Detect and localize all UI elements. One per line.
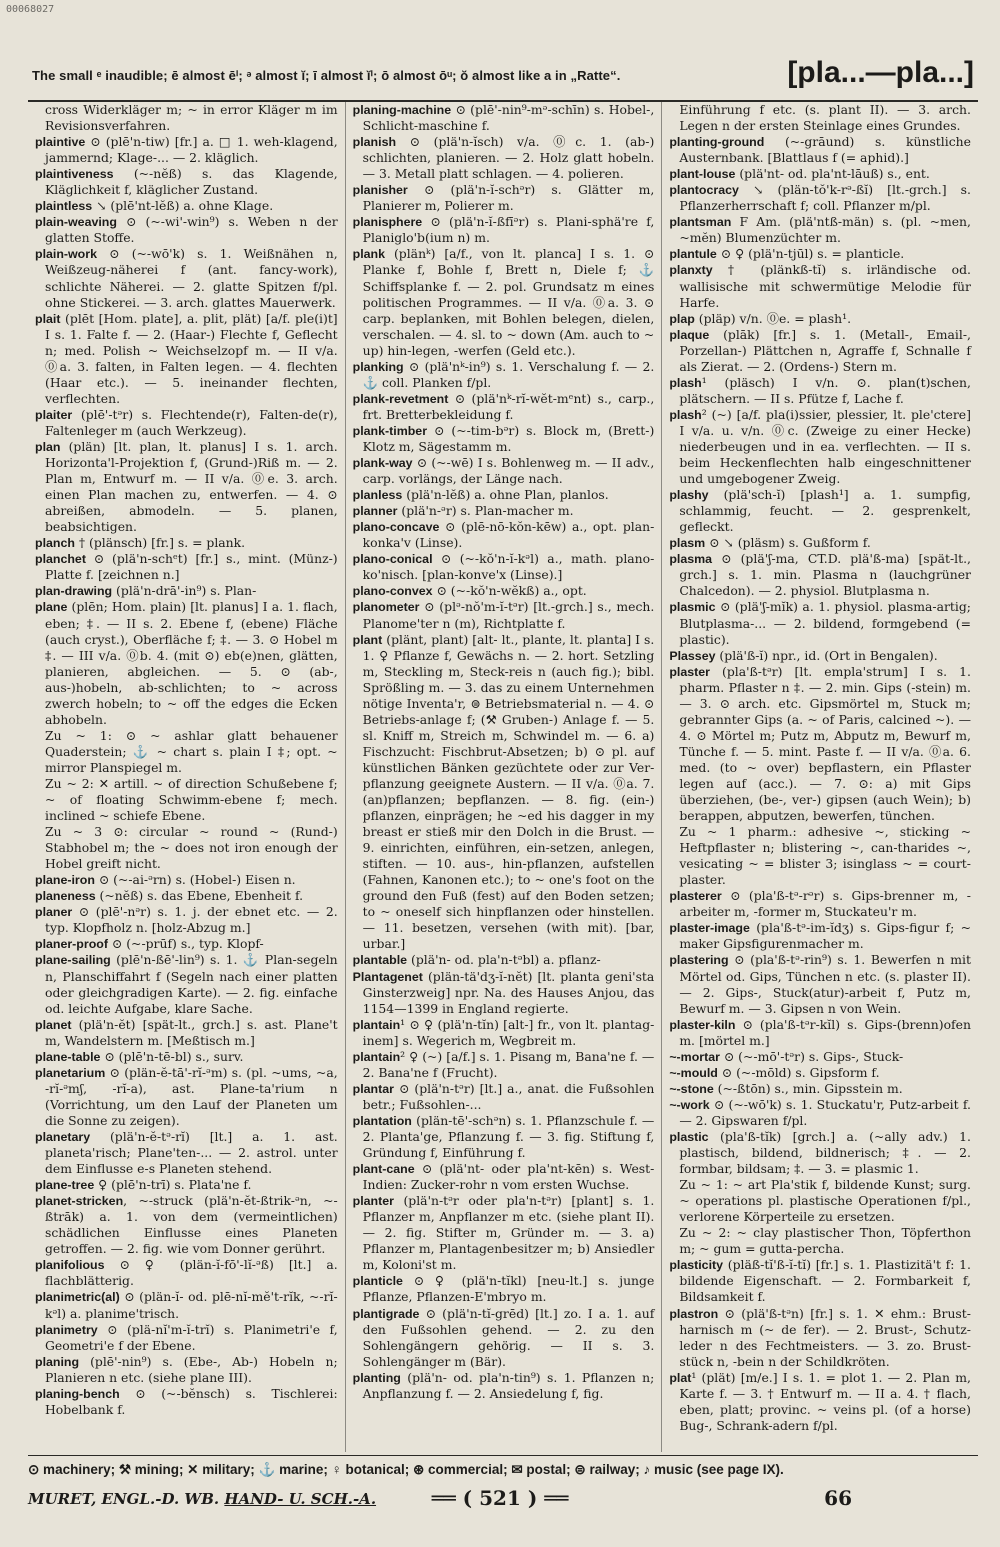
entry-definition: ↘ (plē'nt-lĕß) a. ohne Klage. bbox=[92, 198, 274, 214]
entry-headword: plan-drawing bbox=[35, 584, 113, 599]
dictionary-entry bbox=[35, 599, 338, 727]
entry-headword: plaster-kiln bbox=[669, 1017, 736, 1032]
entry-definition: (plē'-nin⁹) s. (Ebe-, Ab-) Hobeln n; Planieren n etc. (siehe plane III). bbox=[45, 1353, 338, 1385]
entry-definition: cross Widerkläger m; ~ in error Kläger m im Revisionsverfahren. bbox=[45, 102, 338, 134]
entry-definition: Zu ~ 1: ~ art Pla'stik f, bildende Kunst; surg. ~ operations pl. plastische Operationen f/pl., verlorene Körperteile zu ersetzen. bbox=[679, 1177, 971, 1225]
entry-headword: planking bbox=[352, 359, 404, 374]
entry-headword: Plantagenet bbox=[352, 969, 423, 984]
entry-definition: Zu ~ 3 ⊙: circular ~ round ~ (Rund-) Stabhobel m; the ~ does not iron enough der Hobel greift nicht. bbox=[45, 824, 338, 872]
entry-headword: plasterer bbox=[669, 889, 722, 904]
dictionary-entry bbox=[35, 1322, 338, 1354]
entry-headword: planimetry bbox=[35, 1322, 98, 1337]
entry-headword: ~-work bbox=[669, 1097, 710, 1112]
dictionary-entry bbox=[35, 535, 338, 551]
dictionary-entry bbox=[35, 1129, 338, 1177]
dictionary-entry bbox=[35, 936, 338, 952]
dictionary-entry bbox=[35, 728, 338, 776]
entry-definition: ⊙ (~-wi'-win⁹) s. Weben n der glatten Stoffe. bbox=[45, 214, 338, 246]
entry-headword: plaque bbox=[669, 327, 710, 342]
dictionary-entry bbox=[353, 599, 655, 631]
dictionary-entry bbox=[35, 198, 338, 214]
dictionary-entry bbox=[35, 583, 338, 599]
dictionary-entry bbox=[35, 1177, 338, 1193]
entry-definition: ⊙ ♀ (plän-ĭ-fō'-lĭ-ᵊß) [lt.] a. flachblätterig. bbox=[45, 1257, 338, 1289]
entry-definition: † (plänkß-tĭ) s. irländische od. wallisische mit schwermütige Melodie für Harfe. bbox=[679, 262, 971, 310]
dictionary-entry bbox=[35, 1354, 338, 1386]
dictionary-entry bbox=[669, 134, 971, 166]
dictionary-entry bbox=[35, 872, 338, 888]
entry-headword: plantain bbox=[352, 1049, 401, 1064]
entry-definition: Zu ~ 1: ⊙ ~ ashlar glatt behauener Quaderstein; ⚓ ~ chart s. plain I ‡; opt. ~ mirror Planspiegel m. bbox=[45, 727, 338, 775]
entry-definition: (plē'-tᵊr) s. Flechtende(r), Falten-de(r), Faltenleger m (auch Werkzeug). bbox=[45, 406, 338, 438]
entry-definition: ⊙ (plä'n-tᵊr) [lt.] a., anat. die Fußsohlen betr.; Fußsohlen-... bbox=[362, 1080, 655, 1112]
entry-definition: ⊙ (plä'n-ĭsch) v/a. ⓪c. 1. (ab-) schlichten, planieren. — 2. Holz glatt hobeln. — 3. Metall platt schlagen. — 4. polieren. bbox=[362, 134, 655, 182]
entry-headword: planner bbox=[352, 504, 398, 519]
entry-headword: plastron bbox=[669, 1306, 719, 1321]
entry-definition: ⊙ (plä'n-schᵉt) [fr.] s., mint. (Münz-) Platte f. [zeichnen n.] bbox=[45, 551, 338, 583]
entry-definition: (plän-tē'-schᵊn) s. 1. Pflanzschule f. — 2. Planta'ge, Pflanzung f. — 3. fig. Stiftung f, Gründung f, Einführung f. bbox=[362, 1112, 655, 1161]
entry-headword: planetarium bbox=[35, 1065, 106, 1080]
entry-definition: ⊙ (pla'ß-tᵊr-kĭl) s. Gips-(brenn)ofen m. [mörtel m.] bbox=[679, 1016, 971, 1048]
symbol-legend: ⊙ machinery; ⚒ mining; ✕ military; ⚓ marine; ♀ botanical; ⊛ commercial; ✉ postal; ⊜ railway; ♪ music (see page IX). bbox=[28, 1462, 784, 1477]
entry-definition: ² ♀ (~) [a/f.] s. 1. Pisang m, Bana'ne f. — 2. Bana'ne f (Frucht). bbox=[362, 1048, 655, 1080]
dictionary-entry bbox=[35, 246, 338, 310]
dictionary-entry bbox=[353, 632, 655, 953]
entry-headword: plantigrade bbox=[352, 1306, 420, 1321]
entry-headword: plano-concave bbox=[352, 520, 440, 535]
entry-headword: Plassey bbox=[669, 648, 716, 663]
dictionary-entry bbox=[353, 1049, 655, 1081]
entry-definition: (pla'ß-tĭk) [grch.] a. (~ally adv.) 1. plastisch, bildend, bildnerisch; ‡. — 2. formbar, bildsam; ‡. — 3. = plasmic 1. bbox=[679, 1129, 971, 1177]
entry-headword: plant-louse bbox=[669, 167, 736, 182]
dictionary-entry bbox=[669, 920, 971, 952]
entry-headword: planxty bbox=[669, 263, 713, 278]
page-header bbox=[28, 56, 978, 102]
entry-definition: , ~-struck (plä'n-ĕt-ßtrik-ᵊn, ~-ßtrāk) a. 1. von dem (vermeintlichen) schädlichen Einflusse eines Planeten getroffen. — 2. fig. wie vom Donner gerührt. bbox=[45, 1193, 338, 1257]
entry-headword: plash bbox=[669, 375, 702, 390]
entry-headword: plain-work bbox=[35, 247, 97, 262]
entry-definition: (plä'n- od. pla'n-tin⁹) s. 1. Pflanzen n; Anpflanzung f. — 2. Ansiedelung f, fig. bbox=[362, 1369, 655, 1401]
entry-headword: planing-machine bbox=[352, 103, 452, 117]
entry-headword: planet-stricken bbox=[35, 1194, 124, 1209]
entry-definition: (plē'n-ßē'-lin⁹) s. 1. ⚓ Plan-segeln n, Planschiffahrt f (Segeln nach einer platten oder gleichgradigen Karte). — 2. fig. einfache od. leichte Aufgabe, klare Sache. bbox=[45, 952, 338, 1016]
entry-definition: Zu ~ 2: ~ clay plastischer Thon, Töpferthon m; ~ gum = gutta-percha. bbox=[679, 1225, 971, 1257]
entry-headword: plantable bbox=[352, 953, 408, 968]
entry-headword: plasmic bbox=[669, 600, 716, 615]
dictionary-entry bbox=[353, 1161, 655, 1193]
entry-definition: ⊙ (pla'ß-tᵊ-rin⁹) s. 1. Bewerfen n mit Mörtel od. Gips, Tünchen n etc. (s. plaster II). — 2. Gips-, Stuck(atur)-arbeit f, Putz m, Bewurf m. — 3. Gipsen n von Wein. bbox=[679, 952, 971, 1016]
entry-definition: ⊙ (~-kŏ'n-wĕkß) a., opt. bbox=[432, 583, 587, 599]
entry-definition: ⊙ (plä'nt- oder pla'nt-kēn) s. West-Indien: Zucker-rohr n vom ersten Wuchse. bbox=[362, 1161, 655, 1193]
dictionary-entry bbox=[669, 1017, 971, 1049]
entry-definition: (~-grāund) s. künstliche Austernbank. [Blattlaus f (= aphid).] bbox=[679, 134, 971, 166]
dictionary-entry bbox=[353, 359, 655, 391]
entry-definition: ⊙ (plän-ĭ- od. plē-nĭ-mĕ't-rĭk, ~-rĭ-kᵊl) a. planime'trisch. bbox=[45, 1289, 338, 1321]
entry-definition: Einführung f etc. (s. plant II). — 3. arch. Legen n der ersten Steinlage eines Grundes. bbox=[679, 102, 971, 134]
entry-headword: plano-convex bbox=[352, 584, 433, 599]
dictionary-entry bbox=[669, 551, 971, 599]
entry-headword: planifolious bbox=[35, 1258, 105, 1273]
dictionary-entry bbox=[353, 214, 655, 246]
entry-headword: planet bbox=[35, 1017, 72, 1032]
entry-headword: plant bbox=[352, 632, 383, 647]
dictionary-entry bbox=[353, 583, 655, 599]
dictionary-entry bbox=[35, 952, 338, 1016]
entry-definition: ⊙ (plä'n-ĭ-schᵊr) s. Glätter m, Planierer m, Polierer m. bbox=[362, 182, 655, 214]
entry-definition: (plä'n-tᵊr oder pla'n-tᵊr) [plant] s. 1. Pflanzer m, Anpflanzer m etc. (siehe plant II). — 2. fig. Stifter m, Gründer m. — 3. a) Pflanzer m, Plantagenbesitzer m; b) Ansiedler m, Koloni'st m. bbox=[362, 1193, 655, 1273]
dictionary-entry bbox=[669, 1129, 971, 1177]
entry-headword: plasma bbox=[669, 552, 713, 567]
entry-definition: (plä'n-drā'-in⁹) s. Plan- bbox=[112, 583, 257, 599]
entry-headword: plaintive bbox=[35, 135, 86, 150]
dictionary-entry bbox=[35, 551, 338, 583]
dictionary-entry bbox=[669, 664, 971, 824]
entry-definition: ↘ (plän-tŏ'k-rᵊ-ßĭ) [lt.-grch.] s. Pflanzerherrschaft f; coll. Pflanzer m/pl. bbox=[679, 182, 971, 214]
dictionary-entry bbox=[669, 1065, 971, 1081]
entry-headword: plantain bbox=[352, 1017, 401, 1032]
dictionary-entry bbox=[35, 134, 338, 166]
entry-definition: ⊙ (plᵊ-nŏ'm-ĭ-tᵊr) [lt.-grch.] s., mech. Planome'ter n (m), Richtplatte f. bbox=[362, 599, 655, 631]
entry-definition: ⊙ (~-mō'-tᵊr) s. Gips-, Stuck- bbox=[719, 1048, 904, 1064]
entry-definition: (plä'nt- od. pla'nt-lāuß) s., ent. bbox=[735, 166, 930, 182]
dictionary-entry bbox=[669, 102, 971, 134]
entry-headword: plaiter bbox=[35, 407, 73, 422]
entry-definition: ⊙ (~-ai-ᵊrn) s. (Hobel-) Eisen n. bbox=[94, 872, 296, 888]
dictionary-entry bbox=[35, 407, 338, 439]
dictionary-entry bbox=[35, 824, 338, 872]
dictionary-entry bbox=[353, 487, 655, 503]
pronunciation-note: The small ᵉ inaudible; ē almost ēⁱ; ᵊ almost ĭ; ī almost ĭⁱ; ō almost ōᵘ; ŏ almost like a in „Ratte“. bbox=[32, 68, 621, 83]
entry-definition: ⊙ (~-prūf) s., typ. Klopf- bbox=[107, 936, 264, 952]
dictionary-entry bbox=[35, 1193, 338, 1257]
entry-definition: ⊙ (plē'n-tē-bl) s., surv. bbox=[100, 1048, 244, 1064]
dictionary-entry bbox=[669, 246, 971, 262]
entry-headword: planisphere bbox=[352, 215, 423, 230]
entry-definition: ⊙ (plä'nᵏ-in⁹) s. 1. Verschalung f. — 2. ⚓ coll. Planken f/pl. bbox=[362, 358, 655, 390]
entry-headword: plank-way bbox=[352, 456, 413, 471]
entry-headword: plank-revetment bbox=[352, 391, 449, 406]
entry-definition: ⊙ (plä'n-ĭ-ßfīᵊr) s. Plani-sphä're f, Planiglo'b(ium n) m. bbox=[362, 214, 655, 246]
entry-definition: (pla'ß-tᵊr) [lt. empla'strum] I s. 1. pharm. Pflaster n ‡. — 2. min. Gips (-stein) m. — 3. ⊙ arch. etc. Gipsmörtel m, Stuck m; gebrannter Gips (a. ~ of Paris, calcined ~). — 4. ⊙ Mörtel m; Putz m, Abputz m, Bewurf m, Tünche f. — 5. mint. Paste f. — II v/a. ⓪a. 6. med. (to ~ over) bepflastern, ein Pflaster legen auf (acc.). — 7. ⊙: a) mit Gips überziehen, (be-, ver-) gipsen (auch Wein); b) berappen, abputzen, bewerfen, tünchen. bbox=[679, 663, 971, 824]
entry-definition: (plä'n-ĕt) [spät-lt., grch.] s. ast. Plane't m, Wandelstern m. [Meßtisch m.] bbox=[45, 1016, 338, 1048]
dictionary-entry bbox=[353, 551, 655, 583]
entry-definition: (plä'n-lĕß) a. ohne Plan, planlos. bbox=[402, 487, 609, 503]
entry-headword: planch bbox=[35, 536, 75, 551]
entry-headword: planisher bbox=[352, 183, 408, 198]
entry-headword: plastic bbox=[669, 1130, 709, 1144]
dictionary-entry bbox=[353, 246, 655, 358]
dictionary-entry bbox=[669, 214, 971, 246]
dictionary-entry bbox=[669, 824, 971, 888]
dictionary-entry bbox=[669, 1257, 971, 1305]
footer-divider bbox=[28, 1455, 978, 1456]
publisher-name: MURET, ENGL.-D. WB. bbox=[28, 1490, 225, 1508]
entry-headword: ~-stone bbox=[669, 1081, 714, 1096]
entry-headword: plastering bbox=[669, 953, 729, 968]
entry-headword: plantule bbox=[669, 247, 717, 262]
entry-definition: (pla'ß-tᵊ-im-ĭdʒ) s. Gips-figur f; ~ maker Gipsfigurenmacher m. bbox=[679, 920, 971, 952]
entry-headword: planting bbox=[352, 1370, 401, 1385]
entry-definition: ⊙ (plä'ʃ-mĭk) a. 1. physiol. plasma-artig; Blutplasma-... — 2. bildend, formgebend (= plastic). bbox=[679, 599, 971, 647]
dictionary-entry bbox=[353, 1306, 655, 1370]
entry-definition: ⊙ (pla'ß-tᵊ-rᵊr) s. Gips-brenner m, -arbeiter m, -former m, Stuckateu'r m. bbox=[679, 888, 971, 920]
page-number: ══ ( 521 ) ══ bbox=[431, 1486, 569, 1510]
dictionary-entry bbox=[669, 182, 971, 214]
column-left bbox=[28, 102, 345, 1452]
entry-headword: plap bbox=[669, 311, 695, 326]
entry-headword: planetary bbox=[35, 1130, 91, 1144]
entry-headword: plantar bbox=[352, 1081, 394, 1096]
dictionary-entry bbox=[669, 327, 971, 375]
entry-headword: planometer bbox=[352, 600, 420, 615]
dictionary-entry bbox=[35, 1386, 338, 1418]
entry-definition: ⊙ (plä'nᵏ-rĭ-wĕt-mᵉnt) s., carp., frt. Bretterbekleidung f. bbox=[362, 390, 655, 422]
entry-headword: plait bbox=[35, 311, 61, 326]
dictionary-entry bbox=[353, 1273, 655, 1305]
entry-headword: plasm bbox=[669, 536, 706, 551]
entry-headword: planimetric(al) bbox=[35, 1290, 120, 1305]
dictionary-entry bbox=[669, 1081, 971, 1097]
entry-headword: plain-weaving bbox=[35, 215, 117, 230]
entry-headword: planting-ground bbox=[669, 135, 765, 150]
entry-headword: plane-iron bbox=[35, 873, 95, 888]
dictionary-entry bbox=[669, 1097, 971, 1129]
entry-headword: plane-table bbox=[35, 1049, 101, 1064]
dictionary-entry bbox=[669, 375, 971, 407]
entry-headword: plan bbox=[35, 439, 61, 454]
column-middle bbox=[345, 102, 662, 1452]
entry-definition: (plä'n-ᵊr) s. Plan-macher m. bbox=[397, 503, 574, 519]
entry-definition: ⊙ (~-mōld) s. Gipsform f. bbox=[717, 1064, 880, 1080]
dictionary-entry bbox=[669, 535, 971, 551]
dictionary-entry bbox=[353, 455, 655, 487]
entry-headword: plane bbox=[35, 600, 68, 615]
entry-definition: ⊙ (plē-nō-kŏn-kēw) a., opt. plan-konka'v (Linse). bbox=[362, 519, 655, 551]
dictionary-entry bbox=[669, 648, 971, 664]
entry-headword: plank bbox=[352, 247, 386, 262]
dictionary-entry bbox=[353, 1017, 655, 1049]
entry-definition: ⊙ ↘ (pläsm) s. Gußform f. bbox=[705, 535, 871, 551]
dictionary-entry bbox=[35, 1257, 338, 1289]
entry-headword: plane-sailing bbox=[35, 953, 111, 968]
entry-definition: (pläp) v/n. ⓪e. = plash¹. bbox=[694, 310, 852, 326]
entry-headword: plashy bbox=[669, 488, 709, 503]
dictionary-entry bbox=[353, 503, 655, 519]
entry-headword: planing-bench bbox=[35, 1386, 120, 1401]
entry-definition: ⊙ (plän-ĕ-tā'-rĭ-ᵊm) s. (pl. ~ums, ~a, -rĭ-ᵊmʃ, -rĭ-a), ast. Plane-ta'rium n (Vorrichtung, um den Lauf der Planeten um die Sonne zu zeigen). bbox=[45, 1064, 338, 1128]
entry-definition: ⊙ (~-wō'k) s. 1. Stuckatu'r, Putz-arbeit f. — 2. Gipswaren f/pl. bbox=[679, 1096, 971, 1128]
entry-headword: plaintiveness bbox=[35, 167, 114, 182]
sheet-number: 66 bbox=[824, 1486, 852, 1510]
dictionary-entry bbox=[353, 519, 655, 551]
dictionary-entry bbox=[35, 311, 338, 407]
dictionary-entry bbox=[669, 599, 971, 647]
entry-definition: (plä'n-ĕ-tᵊ-rĭ) [lt.] a. 1. ast. planeta'risch; Plane'ten-... — 2. astrol. unter dem Einflusse e-s Planeten stehend. bbox=[45, 1129, 338, 1177]
dictionary-entry bbox=[669, 1225, 971, 1257]
entry-headword: planticle bbox=[352, 1274, 403, 1289]
entry-headword: planless bbox=[352, 488, 403, 503]
entry-definition: ⊙ (plä'ß-tᵊn) [fr.] s. 1. ✕ ehm.: Brust-harnisch m (~ de fer). — 2. Brust-, Schutz-leder n des Fechtmeisters. — 3. zo. Brust-stück n, -bein n der Schildkröten. bbox=[679, 1305, 971, 1369]
entry-headword: plano-conical bbox=[352, 552, 433, 567]
dictionary-entry bbox=[669, 1049, 971, 1065]
dictionary-entry bbox=[353, 423, 655, 455]
dictionary-entry bbox=[35, 1049, 338, 1065]
entry-definition: Zu ~ 1 pharm.: adhesive ~, sticking ~ Heftpflaster n; blistering ~, can-tharides ~, vesicating ~ = blister 3; isinglass ~ = court-plaster. bbox=[679, 824, 971, 888]
entry-headword: plasticity bbox=[669, 1258, 724, 1273]
entry-headword: planer bbox=[35, 905, 73, 920]
dictionary-entry bbox=[353, 969, 655, 1017]
dictionary-entry bbox=[669, 1306, 971, 1370]
entry-headword: plaster bbox=[669, 664, 710, 679]
dictionary-entry bbox=[353, 1113, 655, 1161]
dictionary-entry bbox=[35, 214, 338, 246]
dictionary-entry bbox=[353, 1370, 655, 1402]
entry-definition: ¹ (plät) [m/e.] I s. 1. = plot 1. — 2. Plan m, Karte f. — 3. † Entwurf m. — II a. 4. † flach, eben, platt; provinc. ~ veins pl. (of a horse) Bug-, Schrank-adern f/pl. bbox=[679, 1369, 971, 1433]
entry-definition: ⊙ (~-wē) I s. Bohlenweg m. — II adv., carp. vorlängs, der Länge nach. bbox=[362, 455, 655, 487]
entry-headword: plane-tree bbox=[35, 1178, 95, 1193]
entry-headword: planeness bbox=[35, 889, 96, 904]
dictionary-entry bbox=[353, 182, 655, 214]
entry-headword: planing bbox=[35, 1354, 80, 1369]
dictionary-entry bbox=[35, 1017, 338, 1049]
page-id: 00068027 bbox=[6, 4, 55, 15]
entry-definition: ⊙ (plē'-nin⁹-mᵊ-schīn) s. Hobel-, Schlicht-maschine f. bbox=[362, 102, 655, 134]
entry-headword: plaintless bbox=[35, 199, 93, 214]
dictionary-entry bbox=[35, 166, 338, 198]
dictionary-entry bbox=[353, 391, 655, 423]
entry-definition: (plä'ß-ĭ) npr., id. (Ort in Bengalen). bbox=[715, 647, 938, 663]
entry-headword: planish bbox=[352, 135, 397, 150]
entry-definition: (plänᵏ) [a/f., von lt. planca] I s. 1. ⊙ Planke f, Bohle f, Brett n, Diele f; ⚓ Schiffsplanke f. — 2. pol. Grundsatz m eines politischen Programmes. — II v/a. ⓪a. 3. ⊙ carp. beplanken, mit Bohlen belegen, dielen, verschalen. — 4. sl. to ~ down (Am. auch to ~ up) hin-legen, -werfen (Geld etc.). bbox=[362, 246, 655, 358]
entry-definition: (plēn; Hom. plain) [lt. planus] I a. 1. flach, eben; ‡. — II s. 2. Ebene f, (ebene) Fläche (auch cryst.), Oberfläche f; ‡. — 3. ⊙ Hobel m ‡. — III v/a. ⓪b. 4. (mit ⊙) eb(e)nen, glätten, planieren, abgleichen. — 5. ⊙ (ab-, aus-)hobeln, ab-schlichten; to ~ across zwerch hobeln; to ~ off the edges die Ecken abhobeln. bbox=[45, 599, 338, 727]
entry-definition: (pläß-tĭ'ß-ĭ-tĭ) [fr.] s. 1. Plastizitä't f: 1. bildende Eigenschaft. — 2. Formbarkeit f, Bildsamkeit f. bbox=[679, 1257, 971, 1305]
entry-definition: ⊙ (plē'n-tiw) [fr.] a. □ 1. weh-klagend, jammernd; Klage-... — 2. kläglich. bbox=[45, 134, 338, 166]
entry-definition: ⊙ (~-tim-bᵊr) s. Block m, (Brett-) Klotz m, Sägestamm m. bbox=[362, 422, 655, 454]
dictionary-entry bbox=[35, 888, 338, 904]
entry-definition: ♀ (plē'n-trī) s. Plata'ne f. bbox=[94, 1177, 252, 1193]
dictionary-entry bbox=[35, 1289, 338, 1321]
entry-range: [pla...—pla...] bbox=[787, 56, 974, 89]
dictionary-entry bbox=[353, 952, 655, 968]
dictionary-entry bbox=[669, 952, 971, 1016]
dictionary-entry bbox=[669, 166, 971, 182]
dictionary-entry bbox=[353, 102, 655, 134]
entry-definition: ⊙ ♀ (plä'n-tjūl) s. = planticle. bbox=[716, 246, 905, 262]
entry-headword: plat bbox=[669, 1370, 692, 1385]
entry-definition: ¹ ⊙ ♀ (plä'n-tĭn) [alt-] fr., von lt. plantag-inem] s. Wegerich m, Wegbreit m. bbox=[362, 1016, 655, 1048]
dictionary-entry bbox=[35, 904, 338, 936]
entry-definition: ⊙ (plä'n-tĭ-grēd) [lt.] zo. I a. 1. auf den Fußsohlen gehend. — 2. zu den Sohlengängern gehörig. — II s. 3. Sohlengänger m (Bär). bbox=[362, 1305, 655, 1369]
entry-definition: Zu ~ 2: ✕ artill. ~ of direction Schußebene f; ~ of floating Schwimm-ebene f; mech. inclined ~ schiefe Ebene. bbox=[45, 775, 338, 824]
entry-headword: ~-mould bbox=[669, 1065, 718, 1080]
dictionary-entry bbox=[669, 1177, 971, 1225]
entry-definition: ⊙ (plē'-nᵊr) s. 1. j. der ebnet etc. — 2. typ. Klopfholz n. [holz-Abzug m.] bbox=[45, 904, 338, 936]
entry-definition: (plänt, plant) [alt- lt., plante, lt. planta] I s. 1. ♀ Pflanze f, Gewächs n. — 2. hort. Setzling m, Steckling m, Steck-reis n (auch fig.); bibl. Sprößling m. — 3. das zu einem Unternehmen nötige Inventa'r, ⊜ Betriebsmaterial n. — 4. ⊙ Betriebs-anlage f; (⚒ Gruben-) Anlage f. — 5. sl. Kniff m, Streich m, Schwindel m. — 6. a) Fischzucht: Fischbrut-Absetzen; b) ⊙ pl. auf künstlichen Bänken gezüchtete oder zur Ver-pflanzung geeignete Austern. — II v/a. ⓪a. 7. (an)pflanzen; bepflanzen. — 8. fig. (ein-) pflanzen, einprägen; he ~ed his dagger in my breast er stieß mir den Dolch in die Brust. — 9. einrichten, einführen, ein-setzen, anlegen, stiften. — 10. aus-, hin-pflanzen, aufstellen (Fahnen, Kanonen etc.); to ~ one's foot on the ground den Fuß (fest) auf den Boden setzen; to ~ oneself sich hinpflanzen oder hinstellen. — 11. besetzen, versehen (with mit). [bar, urbar.] bbox=[362, 631, 655, 952]
entry-definition: (~-nĕß) s. das Klagende, Kläglichkeit f, kläglicher Zustand. bbox=[45, 166, 338, 198]
dictionary-entry bbox=[35, 776, 338, 824]
dictionary-entry bbox=[669, 311, 971, 327]
dictionary-entry bbox=[669, 487, 971, 535]
dictionary-entry bbox=[353, 1081, 655, 1113]
dictionary-entry bbox=[353, 134, 655, 182]
dictionary-entry bbox=[669, 262, 971, 310]
entry-headword: plank-timber bbox=[352, 423, 428, 438]
entry-definition: (~-ßtōn) s., min. Gipsstein m. bbox=[713, 1080, 903, 1096]
entry-headword: plantation bbox=[352, 1113, 412, 1128]
publisher-edition: HAND- U. SCH.-A. bbox=[224, 1490, 377, 1508]
entry-headword: plant-cane bbox=[352, 1162, 415, 1177]
dictionary-entry bbox=[669, 1370, 971, 1434]
entry-headword: ~-mortar bbox=[669, 1049, 720, 1064]
entry-definition: ⊙ (plä-nĭ'm-ĭ-trĭ) s. Planimetri'e f, Geometri'e f der Ebene. bbox=[45, 1321, 338, 1353]
entry-headword: planter bbox=[352, 1194, 394, 1209]
entry-definition: (plä'sch-ĭ) [plash¹] a. 1. sumpfig, schlammig, feucht. — 2. gesprenkelt, gefleckt. bbox=[679, 487, 971, 535]
entry-definition: (~nĕß) s. das Ebene, Ebenheit f. bbox=[95, 888, 304, 904]
entry-headword: plantocracy bbox=[669, 183, 739, 198]
column-right bbox=[661, 102, 978, 1452]
entry-headword: plantsman bbox=[669, 215, 732, 230]
entry-headword: plaster-image bbox=[669, 921, 750, 936]
entry-definition: ⊙ ♀ (plä'n-tĭkl) [neu-lt.] s. junge Pflanze, Pflanzen-E'mbryo m. bbox=[362, 1273, 655, 1305]
entry-definition: ² (~) [a/f. pla(i)ssier, plessier, lt. ple'ctere] I v/a. u. v/n. ⓪c. (Zweige zu einer Hecke) niederbeugen und in ea. verflechten. — II s. beim Heckenflechten halb eingeschnittener und umgebogener Zweig. bbox=[679, 406, 971, 487]
dictionary-entry bbox=[353, 1193, 655, 1273]
dictionary-columns bbox=[28, 102, 978, 1452]
entry-definition: ⊙ (plä'ʃ-ma, CT.D. plä'ß-ma) [spät-lt., grch.] s. 1. min. Plasma n (lauchgrüner Chalcedon). — 2. physiol. Blutplasma n. bbox=[679, 551, 971, 599]
entry-definition: ⊙ (~-wō'k) s. 1. Weißnähen n, Weißzeug-näherei f (ant. fancy-work), schlichte Näherei. — 2. glatte Spitzen f/pl. ohne Stickerei. — 3. arch. glattes Mauerwerk. bbox=[45, 246, 338, 310]
dictionary-entry bbox=[669, 888, 971, 920]
entry-definition: ¹ (pläsch) I v/n. ⊙. plan(t)schen, plätschern. — II s. Pfütze f, Lache f. bbox=[679, 374, 971, 406]
entry-definition: (plä'n- od. pla'n-tᵊbl) a. pflanz- bbox=[407, 952, 601, 968]
entry-definition: F Am. (plä'ntß-män) s. (pl. ~men, ~mĕn) Blumenzüchter m. bbox=[679, 214, 971, 246]
entry-definition: (plän) [lt. plan, lt. planus] I s. 1. arch. Horizonta'l-Projektion f, (Grund-)Riß m. — 2. Plan m, Entwurf m. — II v/a. ⓪e. 3. arch. einen Plan machen zu, entwerfen. — 4. ⊙ abreißen, abmodeln. — 5. planen, beabsichtigen. bbox=[45, 438, 338, 535]
dictionary-entry bbox=[35, 1065, 338, 1129]
entry-definition: ⊙ (~-bĕnsch) s. Tischlerei: Hobelbank f. bbox=[45, 1385, 338, 1417]
dictionary-entry bbox=[669, 407, 971, 487]
entry-headword: planer-proof bbox=[35, 937, 108, 952]
entry-headword: planchet bbox=[35, 552, 86, 567]
entry-definition: (plēt [Hom. plate], a. plit, plät) [a/f. ple(i)t] I s. 1. Falte f. — 2. (Haar-) Flechte f, Geflecht n; med. Polish ~ Weichselzopf m. — II v/a. ⓪a. 3. falten, in Falten legen. — 4. flechten (Haar etc.). — 5. ineinander flechten, verflechten. bbox=[45, 310, 338, 406]
entry-headword: plash bbox=[669, 407, 702, 422]
entry-definition: † (plänsch) [fr.] s. = plank. bbox=[74, 535, 246, 551]
entry-definition: (plän-tä'dʒ-ĭ-nĕt) [lt. planta geni'sta Ginsterzweig] npr. Na. des Hauses Anjou, das 1154—1399 in England regierte. bbox=[362, 968, 655, 1016]
entry-definition: ⊙ (~-kŏ'n-ĭ-kᵊl) a., math. plano-ko'nisch. [plan-konve'x (Linse).] bbox=[362, 551, 655, 583]
entry-definition: (plāk) [fr.] s. 1. (Metall-, Email-, Porzellan-) Plättchen n, Agraffe f, Schnalle f als Zierat. — 2. (Ordens-) Stern m. bbox=[679, 326, 971, 374]
dictionary-entry bbox=[35, 102, 338, 134]
dictionary-entry bbox=[35, 439, 338, 535]
